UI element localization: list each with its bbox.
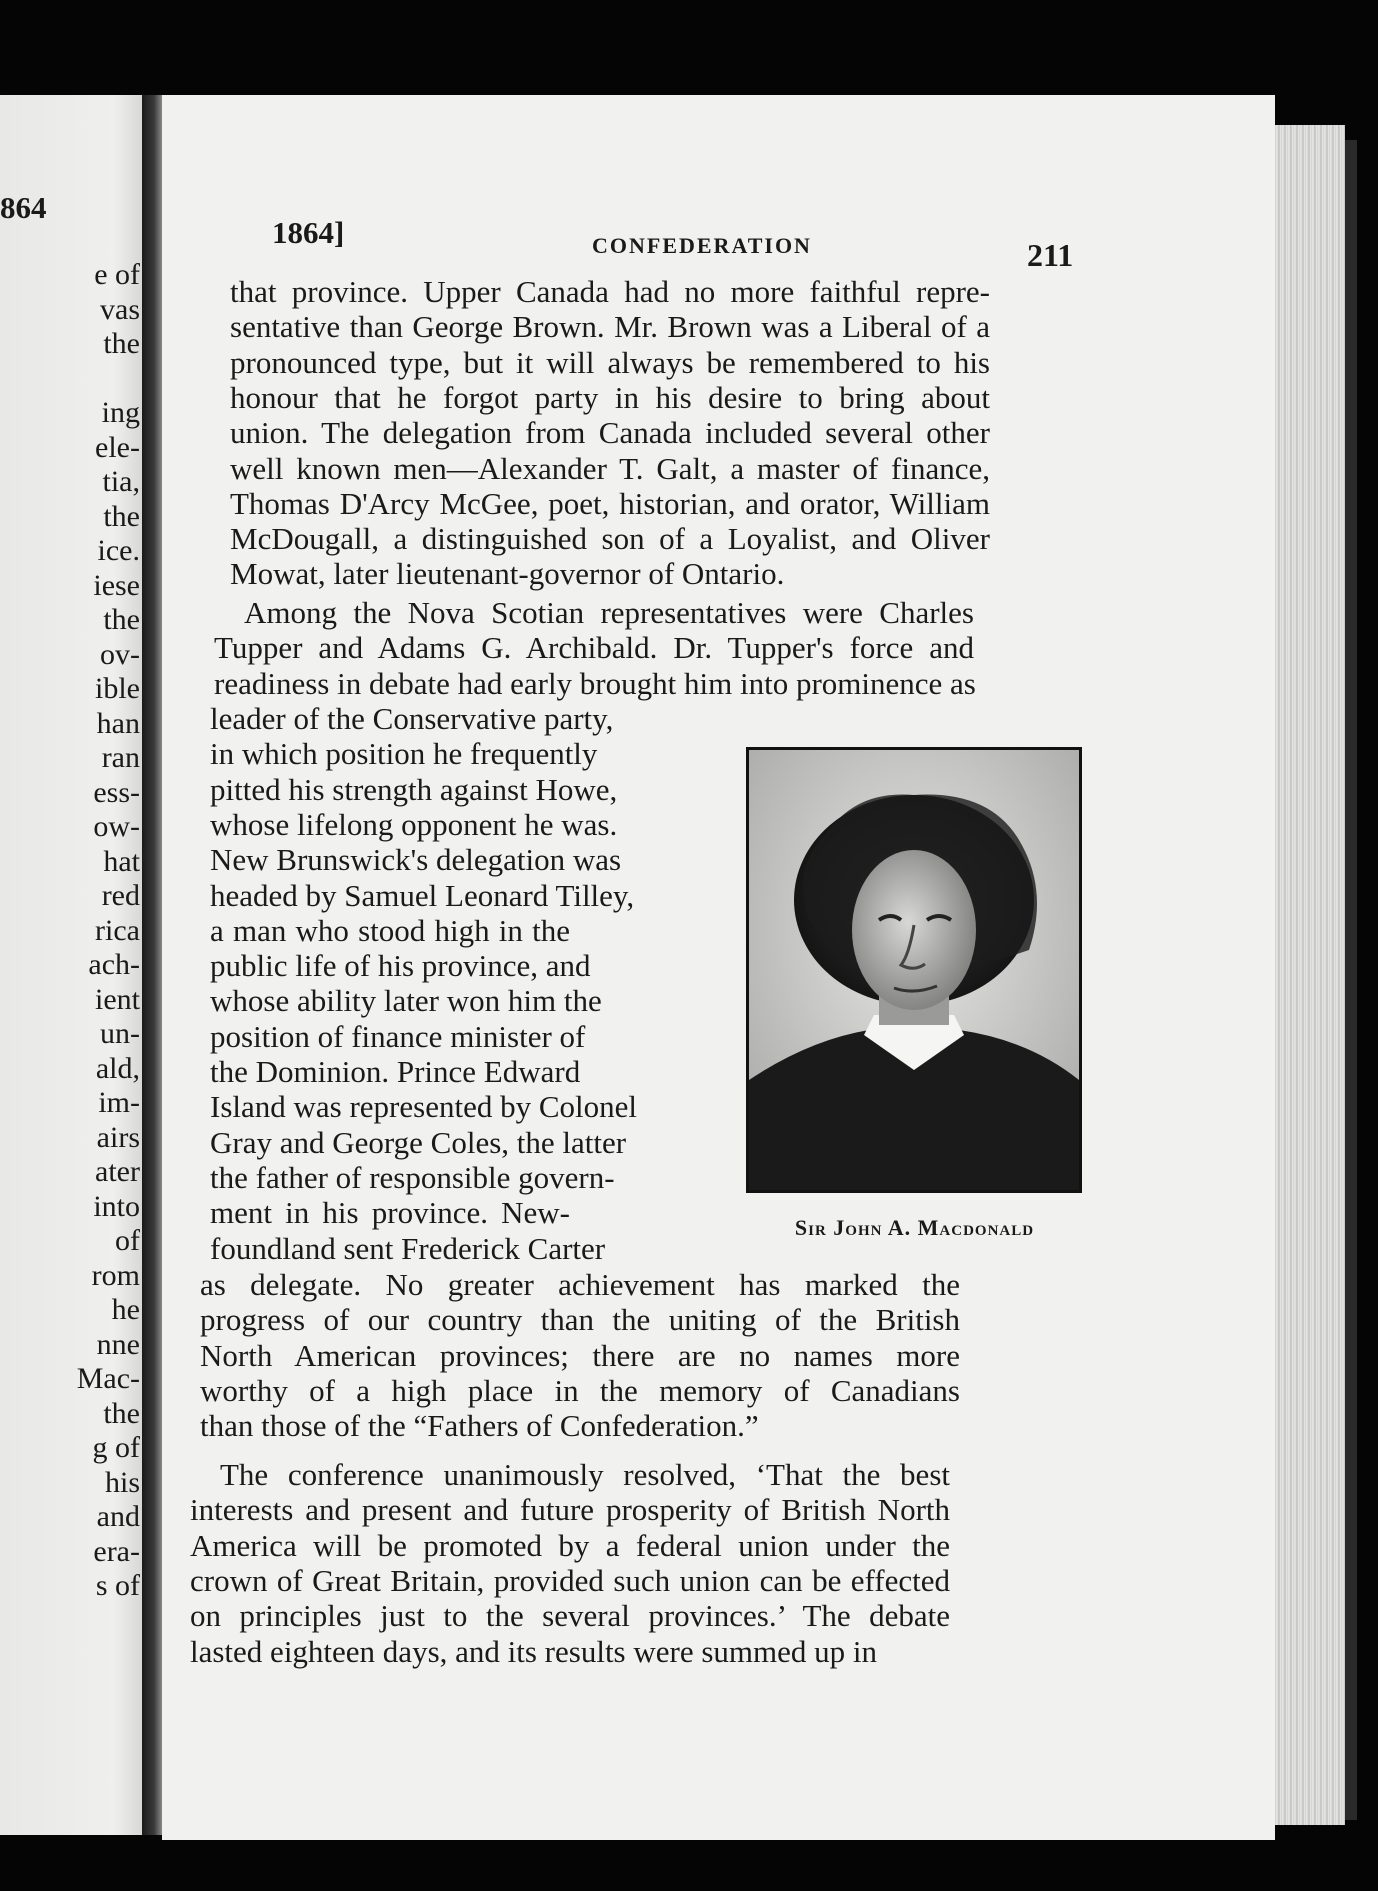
text-line: Island was represented by Colonel	[210, 1089, 637, 1125]
text-line: ment in his province. New-	[210, 1195, 570, 1231]
header-year: 1864]	[272, 215, 345, 250]
text-line: in which position he frequently	[210, 736, 598, 772]
facing-page-line: the	[103, 603, 140, 636]
facing-page-line: ald,	[95, 1051, 140, 1085]
text-line: crown of Great Britain, provided such union can be effected	[190, 1562, 950, 1598]
facing-page-line: ice.	[97, 534, 140, 567]
facing-page-line: ov-	[100, 637, 140, 671]
facing-page-line: ess-	[93, 775, 140, 809]
portrait-illustration	[749, 750, 1079, 1190]
page-number: 211	[1027, 237, 1074, 273]
text-line: interests and present and future prosperity of British North	[190, 1492, 950, 1528]
facing-page-line: nne	[96, 1327, 140, 1361]
text-line: the father of responsible govern-	[210, 1159, 615, 1195]
text-line: readiness in debate had early brought him into prominence as	[214, 665, 976, 701]
facing-page-line: ater	[95, 1155, 140, 1188]
text-line: progress of our country than the uniting of the British	[200, 1302, 960, 1338]
text-line: public life of his province, and	[210, 948, 591, 984]
text-line: as delegate. No greater achievement has marked the	[200, 1267, 960, 1302]
text-line: union. The delegation from Canada included several other	[230, 415, 990, 451]
text-line: Gray and George Coles, the latter	[210, 1124, 627, 1160]
facing-page-line: ele-	[95, 430, 140, 464]
book-page-edges	[1275, 125, 1345, 1825]
facing-page-line: the	[103, 327, 140, 360]
facing-page-line: ing	[101, 396, 140, 429]
facing-page-line: iese	[93, 568, 140, 602]
facing-page-line: airs	[96, 1120, 140, 1154]
facing-page-line: the	[103, 499, 140, 533]
text-line: the Dominion. Prince Edward	[210, 1054, 581, 1089]
text-line: on principles just to the several provinces.’ The debate	[190, 1598, 950, 1634]
text-line: sentative than George Brown. Mr. Brown was a Liberal of a	[230, 309, 990, 345]
portrait-image	[746, 747, 1082, 1193]
facing-page-line: into	[93, 1189, 140, 1223]
facing-page-line: he	[111, 1293, 140, 1326]
facing-page-line: ible	[95, 672, 140, 705]
text-line: honour that he forgot party in his desire to bring about	[230, 379, 990, 415]
book-cover-edge	[1345, 140, 1357, 1820]
facing-page-line: rica	[95, 913, 140, 947]
text-line: position of finance minister of	[210, 1018, 586, 1054]
text-line: pronounced type, but it will always be remembered to his	[230, 344, 990, 380]
header-title: CONFEDERATION	[592, 233, 812, 258]
text-line: whose lifelong opponent he was.	[210, 806, 618, 842]
facing-page-line: ran	[101, 741, 140, 774]
facing-page-line: the	[103, 1396, 140, 1430]
text-line: well known men—Alexander T. Galt, a master of finance,	[230, 450, 990, 486]
facing-page-line: im-	[98, 1086, 140, 1119]
facing-page-line: his	[104, 1465, 140, 1499]
facing-page-line: hat	[103, 844, 140, 878]
text-line: leader of the Conservative party,	[210, 701, 614, 736]
book-page	[162, 95, 1275, 1840]
running-header	[272, 215, 1272, 275]
text-line: Thomas D'Arcy McGee, poet, historian, and orator, William	[230, 485, 990, 521]
facing-page-line: g of	[92, 1431, 140, 1464]
facing-page-line: red	[101, 879, 140, 912]
book-gutter	[142, 95, 162, 1835]
text-line: lasted eighteen days, and its results were summed up in	[190, 1633, 878, 1669]
facing-page-line: ow-	[93, 810, 140, 843]
text-line: McDougall, a distinguished son of a Loyalist, and Oliver	[230, 521, 990, 557]
facing-page-line: Mac-	[76, 1362, 140, 1395]
text-line: Mowat, later lieutenant-governor of Ontario.	[230, 556, 785, 592]
facing-page-line: s of	[95, 1569, 140, 1602]
facing-page-line: tia,	[102, 465, 140, 498]
facing-page-line: vas	[100, 292, 140, 326]
facing-page-fragment	[0, 95, 142, 1835]
text-line: that province. Upper Canada had no more faithful repre-	[230, 274, 990, 309]
text-line: pitted his strength against Howe,	[210, 771, 618, 807]
text-line: worthy of a high place in the memory of Canadians	[200, 1372, 960, 1408]
text-line: New Brunswick's delegation was	[210, 842, 622, 878]
facing-page-line: ient	[95, 982, 140, 1016]
facing-page-line: of	[115, 1224, 140, 1257]
portrait-caption: Sir John A. Macdonald	[794, 1215, 1035, 1240]
text-line: Tupper and Adams G. Archibald. Dr. Tupper's force and	[214, 630, 974, 666]
facing-page-running-head: 864	[0, 190, 47, 225]
text-line: The conference unanimously resolved, ‘That the best	[220, 1457, 950, 1492]
text-line: headed by Samuel Leonard Tilley,	[210, 877, 635, 913]
facing-page-line: era-	[93, 1534, 140, 1568]
text-line: than those of the “Fathers of Confederation.”	[200, 1408, 759, 1444]
text-line: North American provinces; there are no names more	[200, 1337, 960, 1373]
facing-page-line: ach-	[88, 948, 140, 981]
text-line: a man who stood high in the	[210, 912, 570, 948]
facing-page-line: e of	[94, 258, 140, 291]
facing-page-line: un-	[100, 1017, 140, 1050]
facing-page-line: han	[96, 706, 140, 740]
text-line: whose ability later won him the	[210, 983, 602, 1019]
text-line: Among the Nova Scotian representatives were Charles	[244, 595, 974, 630]
text-line: America will be promoted by a federal union under the	[190, 1527, 950, 1563]
facing-page-line: and	[96, 1500, 140, 1533]
facing-page-line: rom	[91, 1258, 140, 1292]
text-line: foundland sent Frederick Carter	[210, 1230, 606, 1266]
